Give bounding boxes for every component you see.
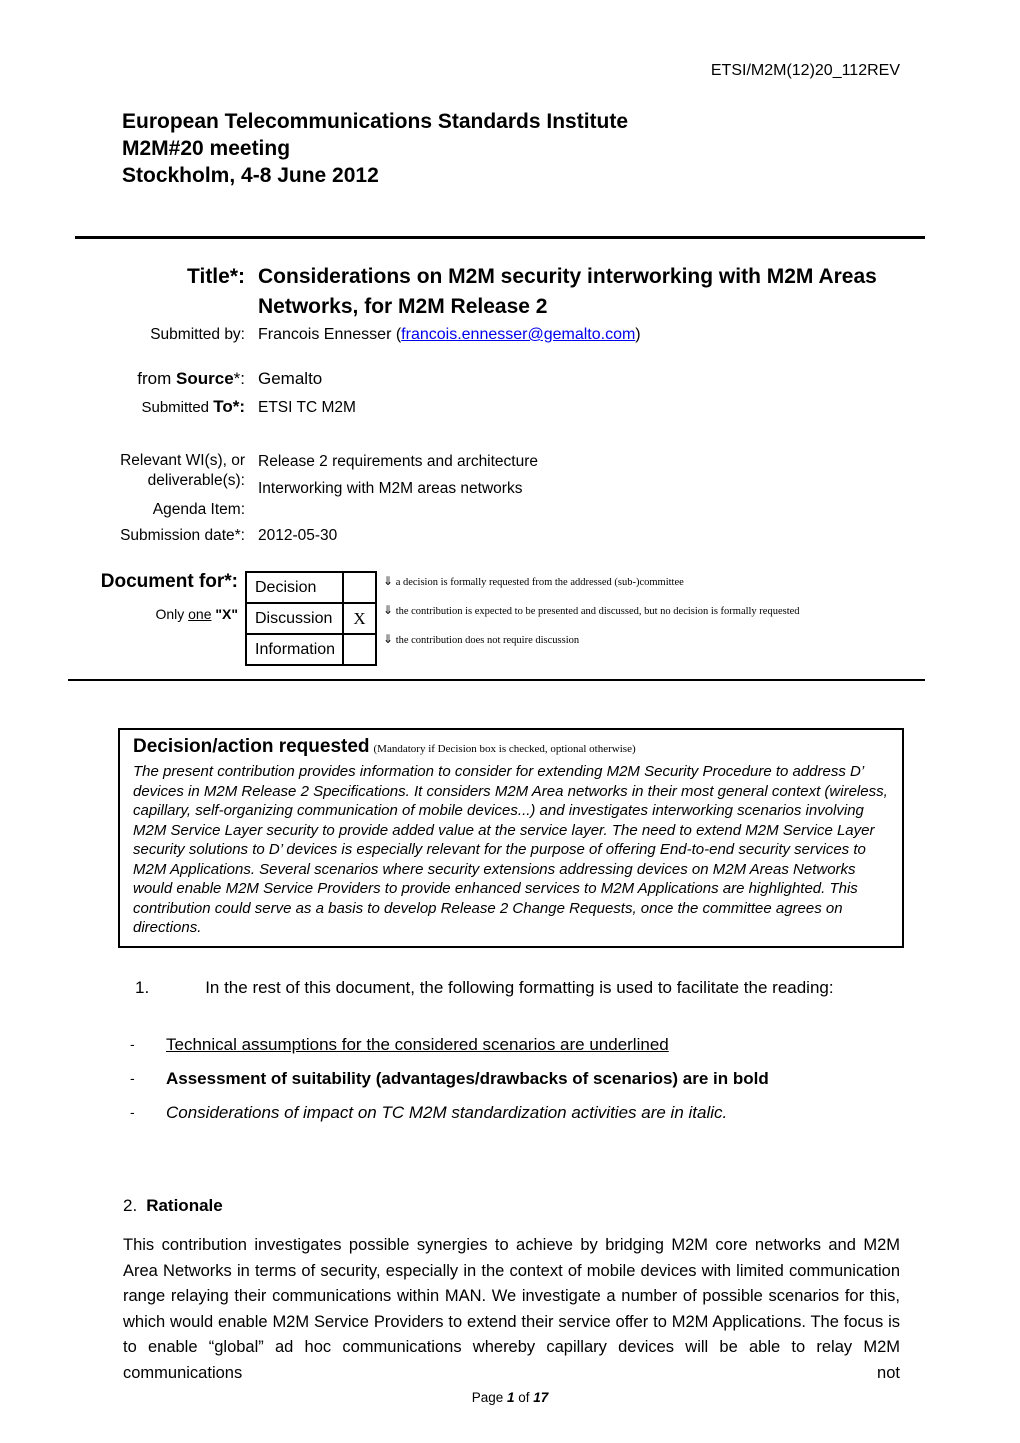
submission-date-row [0, 527, 337, 545]
decision-mark-cell[interactable] [343, 572, 376, 603]
down-arrow-icon: ⇓ [383, 603, 394, 617]
decision-action-heading [133, 736, 889, 758]
source-label: from Source*: [137, 369, 245, 388]
submitted-to-value: ETSI TC M2M [258, 399, 356, 416]
submitted-to-row [0, 397, 356, 417]
document-for-table [245, 571, 377, 666]
bullet-marker: - [130, 1104, 135, 1120]
information-mark-cell[interactable] [343, 634, 376, 665]
submitter-close-paren: ) [635, 326, 641, 343]
table-row-information [246, 634, 376, 665]
section-2-heading [123, 1196, 223, 1216]
relevant-wi-value: Release 2 requirements and architecture Interworking with M2M areas networks [258, 453, 539, 497]
list-item [130, 1100, 844, 1125]
agenda-item-row [0, 501, 258, 519]
numbered-item-1 [123, 975, 898, 1000]
submission-date-value: 2012-05-30 [258, 527, 338, 544]
table-row-decision [246, 572, 376, 603]
only-one-x-note: Only one "X" [155, 606, 238, 622]
decision-action-mandatory-note: (Mandatory if Decision box is checked, optional otherwise) [373, 743, 636, 755]
item-1-text: In the rest of this document, the following formatting is used to facilitate the reading: [205, 978, 834, 997]
meeting-name-line: M2M#20 meeting [122, 137, 291, 160]
submitter-name: Francois Ennesser ( [258, 326, 402, 343]
bullet-text-underlined: Technical assumptions for the considered scenarios are underlined [166, 1035, 669, 1054]
document-title: Considerations on M2M security interworking with M2M Areas Networks, for M2M Release 2 [258, 265, 877, 318]
information-note: ⇓ the contribution does not require discussion [383, 632, 580, 646]
page-total: 17 [533, 1390, 549, 1405]
relevant-wi-label: Relevant WI(s), or deliverable(s): [120, 452, 245, 489]
formatting-bullet-list [130, 1032, 844, 1134]
bullet-text-italic: Considerations of impact on TC M2M standardization activities are in italic. [166, 1103, 728, 1122]
submitter-email-link[interactable]: francois.ennesser@gemalto.com [401, 326, 636, 343]
source-row [0, 369, 322, 389]
agenda-item-label: Agenda Item: [152, 501, 245, 518]
title-row [0, 262, 918, 322]
submitted-to-label: Submitted To*: [141, 397, 245, 416]
item-1-number: 1. [135, 978, 150, 997]
source-value: Gemalto [258, 369, 323, 388]
relevant-wi-row [0, 448, 538, 502]
section-2-title: Rationale [146, 1196, 223, 1215]
doc-reference: ETSI/M2M(12)20_112REV [710, 62, 900, 79]
top-divider [75, 236, 925, 239]
submitted-by-value [258, 326, 641, 344]
decision-cell: Decision [246, 572, 343, 603]
decision-action-body: The present contribution provides information to consider for extending M2M Security Procedure to address D’ devices in M2M Release 2 Specifications. It considers M2M Area networks in their most general context (wireless, capillary, self-organizing communication of mobile devices...) and investigates interworking scenarios involving M2M Service Layer security to provide added value at the service layer. The need to extend M2M Service Layer security solutions to D’ devices is especially relevant for the purpose of offering End-to-end security services to M2M Applications. Several scenarios where security extensions addressing devices on M2M Areas Networks would enable M2M Service Providers to provide enhanced services to M2M Applications are highlighted. This contribution could serve as a basis to develop Release 2 Change Requests, once the committee agrees on directions. [133, 763, 888, 936]
meeting-org-line: European Telecommunications Standards Institute [122, 110, 629, 133]
document-for-label: Document for*: [100, 571, 238, 592]
page-number: 1 [506, 1390, 515, 1405]
section-2-number: 2. [123, 1196, 138, 1215]
table-row-discussion [246, 603, 376, 634]
discussion-note: ⇓ the contribution is expected to be presented and discussed, but no decision is formally requested [383, 603, 800, 617]
discussion-cell: Discussion [246, 603, 343, 634]
title-label: Title*: [187, 265, 245, 288]
down-arrow-icon: ⇓ [383, 574, 394, 588]
rationale-paragraph: This contribution investigates possible synergies to achieve by bridging M2M core networks and M2M Area Networks in terms of security, especially in the context of mobile devices with limited communication range relaying their communications within MAN. We investigate a number of possible scenarios for this, which would enable M2M Service Providers to extend their service offer to M2M Applications. The focus is to enable “global” ad hoc communications whereby capillary devices will be able to relay M2M communications not [123, 1236, 900, 1382]
decision-note: ⇓ a decision is formally requested from the addressed (sub-)committee [383, 574, 684, 588]
decision-action-box [118, 728, 904, 948]
middle-divider [68, 679, 925, 681]
meeting-location-line: Stockholm, 4-8 June 2012 [122, 164, 379, 187]
bullet-marker: - [130, 1036, 135, 1052]
list-item [130, 1066, 844, 1091]
meeting-header [122, 108, 628, 189]
discussion-mark-cell[interactable]: X [343, 603, 376, 634]
decision-action-title: Decision/action requested [133, 736, 370, 757]
bullet-text-bold: Assessment of suitability (advantages/drawbacks of scenarios) are in bold [166, 1069, 769, 1088]
page-footer: Page 1 of 17 [471, 1390, 549, 1405]
information-cell: Information [246, 634, 343, 665]
down-arrow-icon: ⇓ [383, 632, 394, 646]
bullet-marker: - [130, 1070, 135, 1086]
submitted-by-row [0, 326, 641, 344]
submitted-by-label: Submitted by: [150, 326, 245, 343]
submission-date-label: Submission date*: [120, 527, 245, 544]
list-item [130, 1032, 844, 1057]
